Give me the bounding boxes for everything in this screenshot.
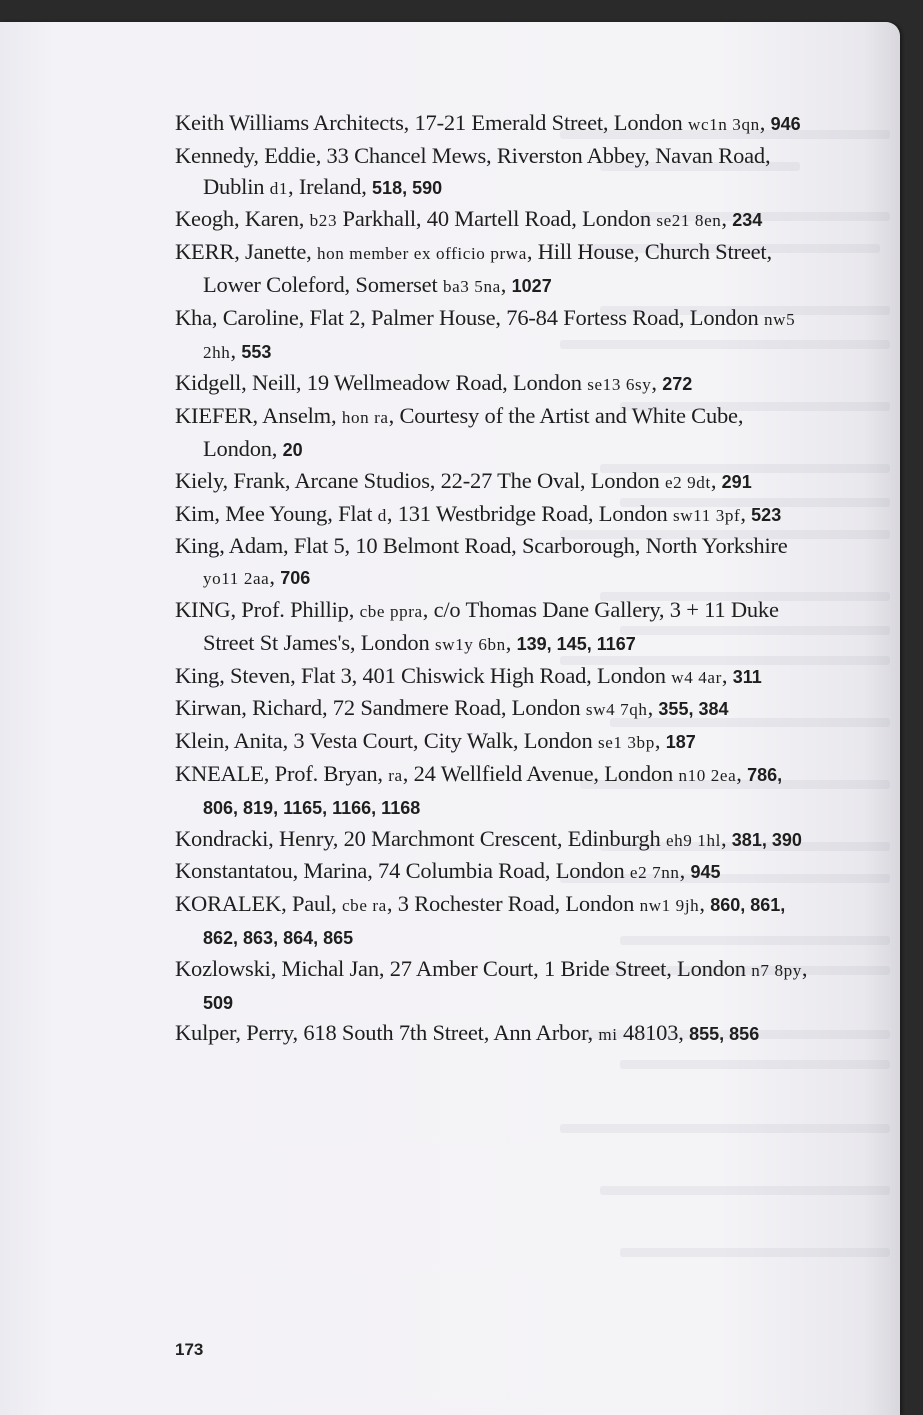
index-entry: KING, Prof. Phillip, cbe ppra, c/o Thomas Dane Gallery, 3 + 11 Duke Street St James's, London sw1y 6bn, 139, 145, 1167 (175, 596, 779, 655)
book-page (0, 22, 900, 1415)
index-entry: Keogh, Karen, b23 Parkhall, 40 Martell Road, London se21 8en, 234 (175, 206, 763, 232)
index-entry: Keith Williams Architects, 17-21 Emerald Street, London wc1n 3qn, 946 (175, 110, 801, 135)
index-entry: Klein, Anita, 3 Vesta Court, City Walk, London se1 3bp, 187 (175, 728, 696, 754)
index-entry: Kha, Caroline, Flat 2, Palmer House, 76-84 Fortess Road, London nw5 2hh, 553 (175, 304, 796, 363)
index-entry: Kennedy, Eddie, 33 Chancel Mews, Riverston Abbey, Navan Road, Dublin d1, Ireland, 518, 590 (175, 142, 771, 199)
index-entry: Kim, Mee Young, Flat d, 131 Westbridge Road, London sw11 3pf, 523 (175, 500, 782, 526)
index-entry: KERR, Janette, hon member ex officio prwa, Hill House, Church Street, Lower Coleford, Somerset ba3 5na, 1027 (175, 239, 772, 297)
index-entry: Kirwan, Richard, 72 Sandmere Road, London sw4 7qh, 355, 384 (175, 695, 729, 721)
index-entry: KIEFER, Anselm, hon ra, Courtesy of the Artist and White Cube, London, 20 (175, 403, 744, 461)
index-entry: KNEALE, Prof. Bryan, ra, 24 Wellfield Avenue, London n10 2ea, 786, 806, 819, 1165, 1166, 1168 (175, 760, 783, 818)
index-entry: Kiely, Frank, Arcane Studios, 22-27 The Oval, London e2 9dt, 291 (175, 467, 752, 493)
index-entry: Kondracki, Henry, 20 Marchmont Crescent, Edinburgh eh9 1hl, 381, 390 (175, 825, 802, 851)
index-entry: KORALEK, Paul, cbe ra, 3 Rochester Road, London nw1 9jh, 860, 861, 862, 863, 864, 865 (175, 891, 786, 948)
index-entry: Kulper, Perry, 618 South 7th Street, Ann Arbor, mi 48103, 855, 856 (175, 1020, 760, 1046)
index-entry: Kozlowski, Michal Jan, 27 Amber Court, 1 Bride Street, London n7 8py, 509 (175, 955, 808, 1013)
page-number: 173 (175, 1340, 204, 1359)
index-entry: King, Steven, Flat 3, 401 Chiswick High Road, London w4 4ar, 311 (175, 662, 762, 688)
index-entry: Konstantatou, Marina, 74 Columbia Road, London e2 7nn, 945 (175, 858, 721, 884)
index-entries (175, 108, 815, 1051)
index-entry: King, Adam, Flat 5, 10 Belmont Road, Scarborough, North Yorkshire yo11 2aa, 706 (175, 533, 788, 590)
index-entry: Kidgell, Neill, 19 Wellmeadow Road, London se13 6sy, 272 (175, 370, 693, 396)
